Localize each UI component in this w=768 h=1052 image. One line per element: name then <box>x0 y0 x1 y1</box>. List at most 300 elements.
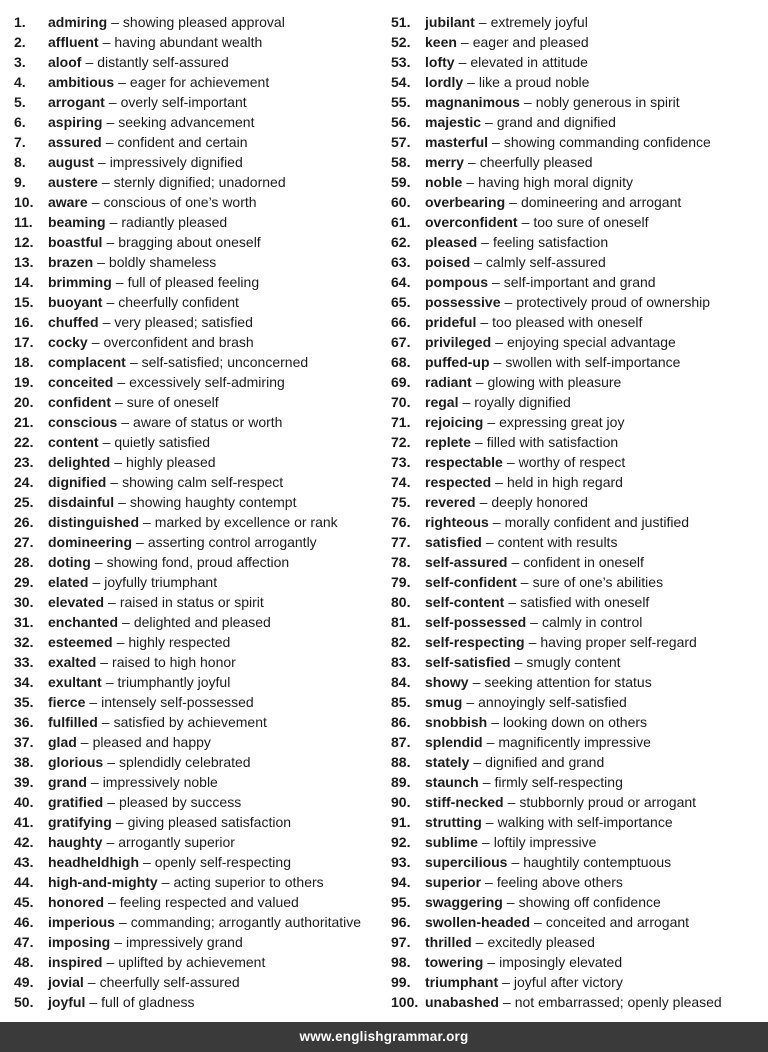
item-separator: – <box>110 474 119 490</box>
list-item <box>14 512 391 532</box>
item-separator: – <box>466 174 475 190</box>
list-item <box>14 472 391 492</box>
item-definition: glowing with pleasure <box>487 374 622 390</box>
item-separator: – <box>485 874 493 890</box>
item-separator: – <box>523 94 532 110</box>
item-term: grand <box>48 774 87 790</box>
item-term: showy <box>425 674 469 690</box>
item-separator: – <box>482 774 491 790</box>
item-separator: – <box>480 314 489 330</box>
item-separator: – <box>487 954 496 970</box>
list-item <box>14 552 391 572</box>
footer-bar <box>0 1022 768 1052</box>
item-number: 95. <box>391 894 411 910</box>
footer-url: www.englishgrammar.org <box>299 1029 469 1044</box>
item-separator: – <box>507 794 516 810</box>
list-item <box>391 232 768 252</box>
item-number: 50. <box>14 994 34 1010</box>
item-term: imperious <box>48 914 115 930</box>
item-definition: haughtily contemptuous <box>523 854 672 870</box>
item-definition: very pleased; satisfied <box>114 314 253 330</box>
item-number: 82. <box>391 634 411 650</box>
list-item <box>14 612 391 632</box>
item-number: 29. <box>14 574 34 590</box>
item-number: 20. <box>14 394 34 410</box>
item-definition: smugly content <box>526 654 621 670</box>
item-term: majestic <box>425 114 482 130</box>
item-number: 13. <box>14 254 34 270</box>
item-number: 27. <box>14 534 34 550</box>
item-number: 11. <box>14 214 33 230</box>
item-number: 42. <box>14 834 34 850</box>
item-number: 67. <box>391 334 411 350</box>
item-definition: arrogantly superior <box>118 834 235 850</box>
item-term: complacent <box>48 354 126 370</box>
item-term: joyful <box>48 994 86 1010</box>
item-term: jovial <box>48 974 84 990</box>
item-separator: – <box>467 74 475 90</box>
list-item <box>391 292 768 312</box>
item-term: conscious <box>48 414 118 430</box>
item-number: 56. <box>391 114 411 130</box>
item-number: 26. <box>14 514 34 530</box>
item-term: doting <box>48 554 91 570</box>
item-definition: radiantly pleased <box>121 214 228 230</box>
item-term: brimming <box>48 274 112 290</box>
item-definition: sure of oneself <box>126 394 219 410</box>
item-separator: – <box>102 34 111 50</box>
item-term: satisfied <box>425 534 482 550</box>
item-term: content <box>48 434 99 450</box>
item-separator: – <box>109 214 118 230</box>
list-item <box>391 352 768 372</box>
item-separator: – <box>534 914 542 930</box>
item-separator: – <box>520 574 529 590</box>
list-item <box>14 692 391 712</box>
item-definition: cheerfully pleased <box>479 154 593 170</box>
item-term: inspired <box>48 954 103 970</box>
item-number: 64. <box>391 274 411 290</box>
item-separator: – <box>118 914 127 930</box>
item-separator: – <box>114 934 123 950</box>
item-number: 23. <box>14 454 34 470</box>
item-term: brazen <box>48 254 94 270</box>
list-item <box>391 572 768 592</box>
item-definition: dignified and grand <box>485 754 605 770</box>
item-separator: – <box>92 574 101 590</box>
item-term: self-satisfied <box>425 654 511 670</box>
item-definition: loftily impressive <box>493 834 597 850</box>
item-separator: – <box>91 194 100 210</box>
item-number: 91. <box>391 814 411 830</box>
item-separator: – <box>101 174 110 190</box>
list-item <box>391 492 768 512</box>
item-term: noble <box>425 174 463 190</box>
item-term: supercilious <box>425 854 508 870</box>
item-separator: – <box>107 754 116 770</box>
item-separator: – <box>530 614 538 630</box>
item-term: lofty <box>425 54 455 70</box>
item-separator: – <box>493 354 502 370</box>
item-definition: self-important and grand <box>503 274 656 290</box>
item-separator: – <box>106 954 115 970</box>
list-item <box>14 812 391 832</box>
item-number: 69. <box>391 374 411 390</box>
item-definition: marked by excellence or rank <box>154 514 338 530</box>
item-definition: annoyingly self-satisfied <box>478 694 627 710</box>
item-definition: conscious of one’s worth <box>103 194 257 210</box>
item-number: 74. <box>391 474 411 490</box>
item-number: 16. <box>14 314 34 330</box>
list-item <box>14 992 391 1012</box>
list-item <box>391 312 768 332</box>
list-item <box>391 52 768 72</box>
item-separator: – <box>478 14 487 30</box>
list-item <box>391 332 768 352</box>
list-item <box>391 872 768 892</box>
item-number: 44. <box>14 874 34 890</box>
item-term: glorious <box>48 754 104 770</box>
item-definition: bragging about oneself <box>118 234 261 250</box>
list-item <box>391 412 768 432</box>
item-separator: – <box>502 974 510 990</box>
item-term: replete <box>425 434 471 450</box>
item-term: jubilant <box>425 14 475 30</box>
item-separator: – <box>514 654 523 670</box>
item-separator: – <box>511 854 520 870</box>
item-term: self-content <box>425 594 505 610</box>
list-item <box>14 712 391 732</box>
item-number: 77. <box>391 534 411 550</box>
item-term: triumphant <box>425 974 499 990</box>
list-item <box>391 592 768 612</box>
item-term: gratifying <box>48 814 112 830</box>
item-term: austere <box>48 174 98 190</box>
item-term: arrogant <box>48 94 105 110</box>
item-term: stately <box>425 754 470 770</box>
item-separator: – <box>94 554 103 570</box>
list-item <box>391 392 768 412</box>
list-item <box>14 112 391 132</box>
item-number: 78. <box>391 554 411 570</box>
item-term: august <box>48 154 94 170</box>
item-number: 79. <box>391 574 411 590</box>
item-term: overbearing <box>425 194 506 210</box>
item-definition: sternly dignified; unadorned <box>113 174 286 190</box>
item-definition: openly self-respecting <box>154 854 291 870</box>
item-separator: – <box>492 274 500 290</box>
item-separator: – <box>118 494 126 510</box>
item-definition: calmly in control <box>541 614 643 630</box>
item-term: glad <box>48 734 77 750</box>
item-term: fulfilled <box>48 714 98 730</box>
item-definition: triumphantly joyful <box>117 674 231 690</box>
item-number: 3. <box>14 54 26 70</box>
item-separator: – <box>161 874 170 890</box>
item-separator: – <box>115 274 124 290</box>
item-term: poised <box>425 254 471 270</box>
item-definition: highly pleased <box>126 454 216 470</box>
list-item <box>14 72 391 92</box>
item-number: 66. <box>391 314 411 330</box>
item-term: self-assured <box>425 554 508 570</box>
item-definition: held in high regard <box>506 474 623 490</box>
item-term: possessive <box>425 294 501 310</box>
item-term: fierce <box>48 694 86 710</box>
list-item <box>391 752 768 772</box>
item-term: high-and-mighty <box>48 874 158 890</box>
item-definition: having abundant wealth <box>114 34 263 50</box>
list-item <box>14 752 391 772</box>
list-item <box>391 512 768 532</box>
item-separator: – <box>80 734 89 750</box>
list-item <box>391 912 768 932</box>
item-number: 94. <box>391 874 411 890</box>
list-item <box>391 212 768 232</box>
item-number: 17. <box>14 334 34 350</box>
item-definition: quietly satisfied <box>114 434 211 450</box>
list-item <box>391 892 768 912</box>
list-item <box>391 772 768 792</box>
list-column-right <box>391 12 768 1012</box>
item-definition: eager and pleased <box>472 34 589 50</box>
list-item <box>391 12 768 32</box>
item-definition: eager for achievement <box>129 74 270 90</box>
item-definition: impressively noble <box>102 774 218 790</box>
item-separator: – <box>116 634 125 650</box>
item-separator: – <box>106 834 115 850</box>
item-separator: – <box>467 154 476 170</box>
item-definition: enjoying special advantage <box>506 334 676 350</box>
item-separator: – <box>474 434 483 450</box>
item-term: domineering <box>48 534 133 550</box>
list-item <box>14 572 391 592</box>
item-number: 43. <box>14 854 34 870</box>
item-number: 65. <box>391 294 411 310</box>
item-number: 21. <box>14 414 34 430</box>
list-item <box>14 172 391 192</box>
item-term: affluent <box>48 34 99 50</box>
item-number: 68. <box>391 354 411 370</box>
list-item <box>391 432 768 452</box>
item-separator: – <box>466 694 475 710</box>
item-definition: highly respected <box>128 634 231 650</box>
item-term: swaggering <box>425 894 503 910</box>
item-number: 55. <box>391 94 411 110</box>
item-number: 14. <box>14 274 34 290</box>
list-item <box>391 112 768 132</box>
item-separator: – <box>136 534 144 550</box>
item-term: exalted <box>48 654 97 670</box>
item-definition: full of pleased feeling <box>127 274 260 290</box>
list-item <box>391 932 768 952</box>
item-term: dignified <box>48 474 107 490</box>
item-definition: commanding; arrogantly authoritative <box>130 914 362 930</box>
item-number: 90. <box>391 794 411 810</box>
item-definition: impressively dignified <box>109 154 243 170</box>
item-number: 25. <box>14 494 34 510</box>
item-number: 35. <box>14 694 34 710</box>
item-number: 49. <box>14 974 34 990</box>
list-item <box>391 192 768 212</box>
item-separator: – <box>108 894 116 910</box>
item-definition: satisfied with oneself <box>520 594 650 610</box>
list-item <box>14 792 391 812</box>
item-term: puffed-up <box>425 354 490 370</box>
item-definition: too pleased with oneself <box>492 314 643 330</box>
item-separator: – <box>528 634 537 650</box>
list-item <box>14 972 391 992</box>
item-term: overconfident <box>425 214 518 230</box>
item-separator: – <box>492 134 500 150</box>
list-item <box>391 612 768 632</box>
item-term: self-respecting <box>425 634 525 650</box>
list-item <box>14 932 391 952</box>
item-definition: pleased and happy <box>92 734 211 750</box>
list-item <box>14 92 391 112</box>
item-term: exultant <box>48 674 102 690</box>
item-definition: self-satisfied; unconcerned <box>141 354 309 370</box>
item-definition: excitedly pleased <box>487 934 595 950</box>
item-separator: – <box>97 254 105 270</box>
item-term: elated <box>48 574 89 590</box>
item-number: 45. <box>14 894 34 910</box>
list-item <box>14 352 391 372</box>
list-item <box>391 532 768 552</box>
list-item <box>14 872 391 892</box>
item-separator: – <box>485 814 494 830</box>
item-definition: feeling above others <box>496 874 623 890</box>
item-term: aware <box>48 194 88 210</box>
item-number: 24. <box>14 474 34 490</box>
item-definition: extremely joyful <box>490 14 588 30</box>
item-definition: conceited and arrogant <box>545 914 690 930</box>
item-separator: – <box>101 714 110 730</box>
list-item <box>391 952 768 972</box>
list-item <box>391 172 768 192</box>
list-item <box>14 372 391 392</box>
item-definition: walking with self-importance <box>497 814 673 830</box>
item-definition: showing commanding confidence <box>503 134 711 150</box>
list-item <box>14 12 391 32</box>
item-definition: raised in status or spirit <box>119 594 264 610</box>
list-item <box>14 332 391 352</box>
item-definition: imposingly elevated <box>499 954 623 970</box>
item-separator: – <box>118 74 126 90</box>
item-definition: feeling satisfaction <box>492 234 609 250</box>
list-item <box>14 532 391 552</box>
item-definition: morally confident and justified <box>504 514 690 530</box>
item-definition: protectively proud of ownership <box>516 294 711 310</box>
item-number: 36. <box>14 714 34 730</box>
item-number: 37. <box>14 734 34 750</box>
item-term: ambitious <box>48 74 115 90</box>
item-term: respectable <box>425 454 503 470</box>
item-term: assured <box>48 134 102 150</box>
item-number: 53. <box>391 54 411 70</box>
list-item <box>391 992 768 1012</box>
item-separator: – <box>108 594 116 610</box>
item-separator: – <box>107 794 116 810</box>
item-separator: – <box>87 974 96 990</box>
item-number: 15. <box>14 294 34 310</box>
list-item <box>14 212 391 232</box>
item-number: 30. <box>14 594 34 610</box>
list-item <box>391 72 768 92</box>
item-separator: – <box>495 474 503 490</box>
list-item <box>14 832 391 852</box>
item-term: smug <box>425 694 463 710</box>
item-separator: – <box>479 494 488 510</box>
item-number: 2. <box>14 34 26 50</box>
item-separator: – <box>511 554 520 570</box>
list-column-left <box>14 12 391 1012</box>
item-separator: – <box>487 414 496 430</box>
item-term: disdainful <box>48 494 115 510</box>
list-item <box>391 92 768 112</box>
item-definition: magnificently impressive <box>498 734 651 750</box>
item-number: 7. <box>14 134 26 150</box>
item-definition: delighted and pleased <box>133 614 271 630</box>
list-item <box>14 632 391 652</box>
list-item <box>14 32 391 52</box>
item-number: 72. <box>391 434 411 450</box>
item-separator: – <box>106 234 115 250</box>
item-term: beaming <box>48 214 106 230</box>
item-number: 60. <box>391 194 411 210</box>
list-item <box>391 832 768 852</box>
item-number: 8. <box>14 154 26 170</box>
item-definition: having proper self-regard <box>540 634 697 650</box>
item-number: 89. <box>391 774 411 790</box>
item-definition: seeking attention for status <box>484 674 652 690</box>
item-term: enchanted <box>48 614 119 630</box>
item-separator: – <box>485 534 494 550</box>
list-item <box>14 652 391 672</box>
item-number: 12. <box>14 234 34 250</box>
item-number: 96. <box>391 914 411 930</box>
item-separator: – <box>521 214 530 230</box>
list-item <box>391 632 768 652</box>
list-item <box>391 32 768 52</box>
item-term: boastful <box>48 234 103 250</box>
item-separator: – <box>458 54 467 70</box>
item-definition: like a proud noble <box>478 74 590 90</box>
item-number: 59. <box>391 174 411 190</box>
list-item <box>14 452 391 472</box>
list-item <box>14 412 391 432</box>
item-number: 71. <box>391 414 411 430</box>
list-item <box>14 592 391 612</box>
item-separator: – <box>108 94 117 110</box>
item-term: cocky <box>48 334 88 350</box>
item-separator: – <box>89 694 98 710</box>
list-item <box>391 372 768 392</box>
list-item <box>14 312 391 332</box>
item-definition: expressing great joy <box>499 414 625 430</box>
item-definition: nobly generous in spirit <box>535 94 680 110</box>
item-term: admiring <box>48 14 108 30</box>
list-item <box>391 252 768 272</box>
item-definition: acting superior to others <box>173 874 324 890</box>
item-number: 31. <box>14 614 34 630</box>
item-separator: – <box>105 134 114 150</box>
item-separator: – <box>106 114 115 130</box>
list-item <box>14 892 391 912</box>
item-number: 5. <box>14 94 26 110</box>
item-definition: content with results <box>497 534 618 550</box>
item-separator: – <box>117 374 126 390</box>
